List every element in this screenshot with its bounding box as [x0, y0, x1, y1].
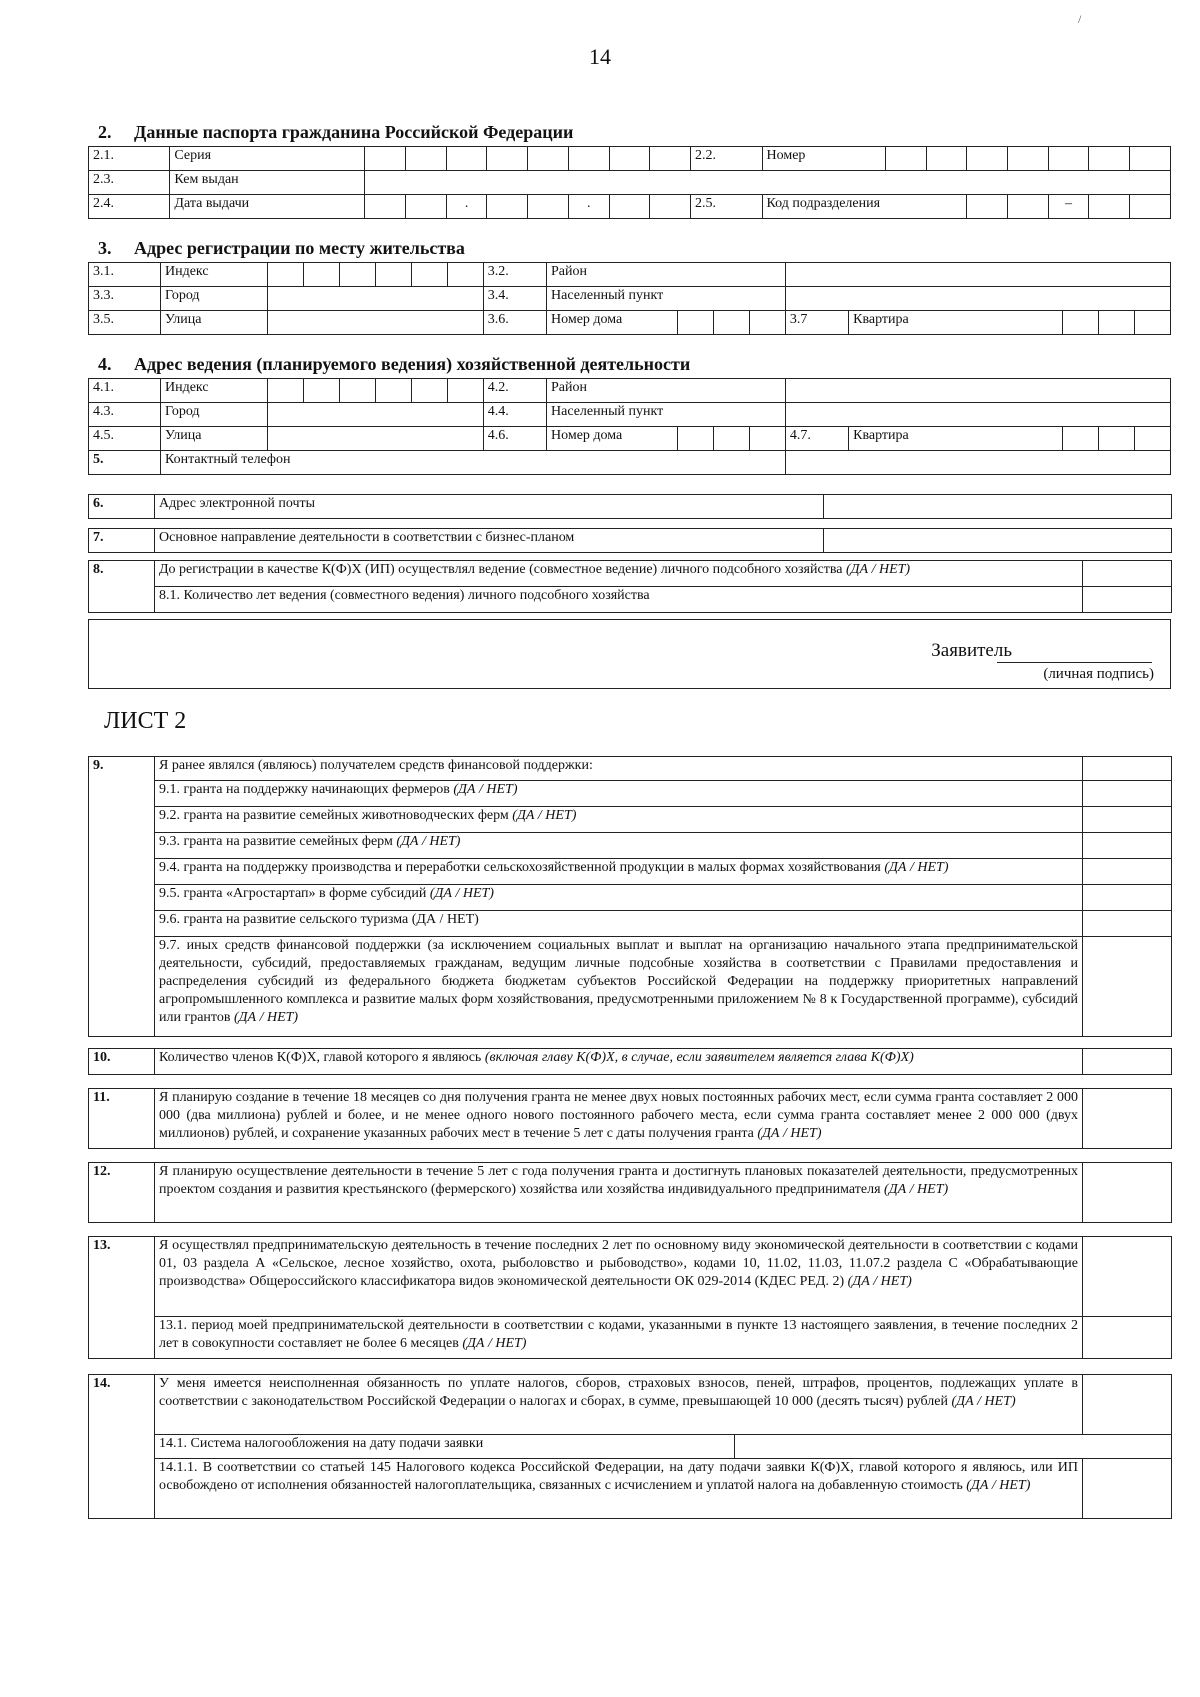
page-number: 14: [589, 44, 611, 69]
input-cell[interactable]: [568, 147, 609, 171]
input-cell[interactable]: [267, 287, 483, 311]
section-4-title: 4. Адрес ведения (планируемого ведения) хозяйственной деятельности: [98, 354, 691, 374]
field-label: Индекс: [160, 379, 267, 403]
field-label: Квартира: [849, 427, 1063, 451]
entrepreneur-table: [88, 1236, 1172, 1359]
input-cell[interactable]: [406, 147, 447, 171]
field-label: Номер дома: [547, 427, 678, 451]
support-item: 9.6. гранта на развитие сельского туризма (ДА / НЕТ): [155, 911, 1083, 937]
field-label: Кем выдан: [170, 171, 365, 195]
input-cell[interactable]: [1008, 195, 1049, 219]
tax-table: [88, 1374, 1172, 1519]
answer-cell[interactable]: [1083, 807, 1172, 833]
input-cell[interactable]: [446, 147, 487, 171]
input-cell[interactable]: [885, 147, 926, 171]
business-address-table: [88, 378, 1171, 475]
field-label: Населенный пункт: [547, 403, 786, 427]
row-num: 14.: [89, 1375, 155, 1519]
input-cell[interactable]: [1062, 311, 1098, 335]
support-intro: Я ранее являлся (являюсь) получателем средств финансовой поддержки:: [155, 757, 1083, 781]
input-cell[interactable]: [713, 311, 749, 335]
input-cell[interactable]: [267, 263, 303, 287]
field-label: Количество членов К(Ф)Х, главой которого я являюсь (включая главу К(Ф)Х, в случае, если заявителем является глава К(Ф)Х): [155, 1049, 1083, 1075]
field-label: Контактный телефон: [160, 451, 785, 475]
input-cell[interactable]: [1089, 195, 1130, 219]
input-cell[interactable]: [1130, 147, 1171, 171]
row-num: 9.: [89, 757, 155, 1037]
answer-cell[interactable]: [1083, 911, 1172, 937]
date-dot: .: [446, 195, 487, 219]
household-table: [88, 560, 1172, 613]
row-num: 2.1.: [89, 147, 170, 171]
input-cell[interactable]: [609, 195, 650, 219]
field-label: Адрес электронной почты: [155, 495, 824, 519]
activity-table: [88, 528, 1172, 553]
input-cell[interactable]: [339, 263, 375, 287]
support-table: [88, 756, 1172, 1037]
input-cell[interactable]: [411, 379, 447, 403]
row-num: 4.4.: [483, 403, 546, 427]
input-cell[interactable]: [1098, 427, 1134, 451]
row-num: 5.: [89, 451, 161, 475]
answer-cell[interactable]: [1083, 1089, 1172, 1149]
input-cell[interactable]: [375, 263, 411, 287]
answer-cell[interactable]: [1083, 1375, 1172, 1435]
answer-cell[interactable]: [1083, 587, 1172, 613]
input-cell[interactable]: [303, 379, 339, 403]
plan-table: [88, 1162, 1172, 1223]
sheet-title: ЛИСТ 2: [104, 708, 187, 734]
section-3-title: 3. Адрес регистрации по месту жительства: [98, 238, 465, 258]
input-cell[interactable]: [365, 195, 406, 219]
row-num: 2.5.: [690, 195, 762, 219]
field-label: Улица: [160, 427, 267, 451]
row-num: 3.2.: [483, 263, 546, 287]
signature-note: (личная подпись): [1043, 666, 1154, 682]
answer-cell[interactable]: [1083, 561, 1172, 587]
answer-cell[interactable]: [1083, 885, 1172, 911]
input-cell[interactable]: [749, 311, 785, 335]
scan-mark: /: [1078, 12, 1082, 26]
signature-line[interactable]: [997, 662, 1152, 663]
field-label: Номер дома: [547, 311, 678, 335]
row-num: 13.: [89, 1237, 155, 1359]
field-label: Номер: [762, 147, 885, 171]
row-num: 4.2.: [483, 379, 546, 403]
field-label: Улица: [160, 311, 267, 335]
field-label: 14.1.1. В соответствии со статьей 145 Налогового кодекса Российской Федерации, на дату подачи заявки К(Ф)Х, главой которого я являюсь, или ИП освобождено от исполнения обязанностей налогоплательщика, связанных с исчислением и уплатой налога на добавленную стоимость (ДА / НЕТ): [155, 1459, 1083, 1519]
input-cell[interactable]: [1134, 311, 1170, 335]
input-cell[interactable]: [487, 147, 528, 171]
answer-cell[interactable]: [1083, 1317, 1172, 1359]
input-cell[interactable]: [650, 147, 691, 171]
row-num: 7.: [89, 529, 155, 553]
row-num: 2.4.: [89, 195, 170, 219]
registration-address-table: [88, 262, 1171, 335]
input-cell[interactable]: [447, 379, 483, 403]
row-num: 8.: [89, 561, 155, 613]
row-num: 2.3.: [89, 171, 170, 195]
row-num: 3.6.: [483, 311, 546, 335]
support-item: 9.1. гранта на поддержку начинающих фермеров (ДА / НЕТ): [155, 781, 1083, 807]
row-num: 3.7: [785, 311, 848, 335]
support-item: 9.3. гранта на развитие семейных ферм (ДА / НЕТ): [155, 833, 1083, 859]
answer-cell[interactable]: [1083, 1049, 1172, 1075]
input-cell[interactable]: [785, 287, 1170, 311]
row-num: 12.: [89, 1163, 155, 1223]
input-cell[interactable]: [267, 403, 483, 427]
input-cell[interactable]: [406, 195, 447, 219]
row-num: 4.7.: [785, 427, 848, 451]
row-num: 4.1.: [89, 379, 161, 403]
answer-cell[interactable]: [1083, 757, 1172, 781]
field-label: Населенный пункт: [547, 287, 786, 311]
phone-input[interactable]: [785, 451, 1170, 475]
field-label: Код подразделения: [762, 195, 967, 219]
field-label: Я осуществлял предпринимательскую деятельность в течение последних 2 лет по основному виду экономической деятельности в соответствии с кодами 01, 03 раздела А «Сельское, лесное хозяйство, охота, рыболовство и рыбоводство», кодами 10, 11.02, 11.03, 11.07.2 раздела С «Обрабатывающие производства» Общероссийского классификатора видов экономической деятельности ОК 029-2014 (КДЕС РЕД. 2) (ДА / НЕТ): [155, 1237, 1083, 1317]
row-num: 3.5.: [89, 311, 161, 335]
field-label: Я планирую осуществление деятельности в течение 5 лет с года получения гранта и достигнуть плановых показателей деятельности, предусмотренных проектом создания и развития крестьянского (фермерского) хозяйства или хозяйства индивидуального предпринимателя (ДА / НЕТ): [155, 1163, 1083, 1223]
field-label: Город: [160, 287, 267, 311]
input-cell[interactable]: [528, 147, 569, 171]
input-cell[interactable]: [1062, 427, 1098, 451]
signature-label: Заявитель: [931, 640, 1012, 661]
email-input[interactable]: [824, 495, 1172, 519]
field-label: 13.1. период моей предпринимательской деятельности в соответствии с кодами, указанными в пункте 13 настоящего заявления, в течение последних 2 лет в совокупности составляет не более 6 месяцев (ДА / НЕТ): [155, 1317, 1083, 1359]
answer-cell[interactable]: [1083, 833, 1172, 859]
answer-cell[interactable]: [1083, 1163, 1172, 1223]
row-num: 10.: [89, 1049, 155, 1075]
input-cell[interactable]: [785, 403, 1170, 427]
field-label: Район: [547, 379, 786, 403]
input-cell[interactable]: [1098, 311, 1134, 335]
email-table: [88, 494, 1172, 519]
input-cell[interactable]: [609, 147, 650, 171]
support-item: 9.5. гранта «Агростартап» в форме субсидий (ДА / НЕТ): [155, 885, 1083, 911]
answer-cell[interactable]: [1083, 781, 1172, 807]
field-label: Я планирую создание в течение 18 месяцев со дня получения гранта не менее двух новых постоянных рабочих мест, если сумма гранта составляет 2 000 000 (два миллиона) рублей и более, и не менее одного нового постоянного рабочего места, если сумма гранта составляет менее 2 000 000 (двух миллионов) рублей, и сохранение указанных рабочих мест в течение 5 лет с даты получения гранта (ДА / НЕТ): [155, 1089, 1083, 1149]
answer-cell[interactable]: [1083, 937, 1172, 1037]
field-label: Индекс: [160, 263, 267, 287]
row-num: 3.4.: [483, 287, 546, 311]
field-label: Квартира: [849, 311, 1063, 335]
answer-cell[interactable]: [1083, 1459, 1172, 1519]
field-label: 8.1. Количество лет ведения (совместного ведения) личного подсобного хозяйства: [155, 587, 1083, 613]
input-cell[interactable]: [267, 311, 483, 335]
input-cell[interactable]: [1089, 147, 1130, 171]
input-cell[interactable]: [1134, 427, 1170, 451]
tax-system-input[interactable]: [735, 1435, 1172, 1459]
support-item: 9.2. гранта на развитие семейных животноводческих ферм (ДА / НЕТ): [155, 807, 1083, 833]
field-label: Город: [160, 403, 267, 427]
row-num: 3.3.: [89, 287, 161, 311]
field-label: До регистрации в качестве К(Ф)Х (ИП) осуществлял ведение (совместное ведение) личного подсобного хозяйства (ДА / НЕТ): [155, 561, 1083, 587]
input-cell[interactable]: [1130, 195, 1171, 219]
field-label: Дата выдачи: [170, 195, 365, 219]
row-num: 2.2.: [690, 147, 762, 171]
input-cell[interactable]: [677, 311, 713, 335]
row-num: 11.: [89, 1089, 155, 1149]
input-cell[interactable]: [487, 195, 528, 219]
input-cell[interactable]: [926, 147, 967, 171]
answer-cell[interactable]: [1083, 859, 1172, 885]
answer-cell[interactable]: [1083, 1237, 1172, 1317]
signature-box: [88, 619, 1171, 689]
field-label: Серия: [170, 147, 365, 171]
support-item: 9.7. иных средств финансовой поддержки (за исключением социальных выплат и выплат на организацию начального этапа предпринимательской деятельности, субсидий, предоставляемых гражданам, ведущим личные подсобные хозяйства в соответствии с Правилами предоставления и распределения субсидий из федерального бюджета бюджетам субъектов Российской Федерации на поддержку приоритетных направлений агропромышленного комплекса и развитие малых форм хозяйствования, предусмотренными приложением № 8 к Государственной программе), субсидий или грантов (ДА / НЕТ): [155, 937, 1083, 1037]
input-cell[interactable]: [411, 263, 447, 287]
input-cell[interactable]: [375, 379, 411, 403]
row-num: 4.3.: [89, 403, 161, 427]
input-cell[interactable]: [650, 195, 691, 219]
input-cell[interactable]: [339, 379, 375, 403]
row-num: 4.6.: [483, 427, 546, 451]
input-cell[interactable]: [967, 147, 1008, 171]
input-cell[interactable]: [785, 263, 1170, 287]
field-label: У меня имеется неисполненная обязанность по уплате налогов, сборов, страховых взносов, пеней, штрафов, процентов, подлежащих уплате в соответствии с законодательством Российской Федерации о налогах и сборах, в сумме, превышающей 10 000 (десять тысяч) рублей (ДА / НЕТ): [155, 1375, 1083, 1435]
code-dash: –: [1048, 195, 1089, 219]
input-cell[interactable]: [267, 379, 303, 403]
input-cell[interactable]: [528, 195, 569, 219]
row-num: 4.5.: [89, 427, 161, 451]
input-cell[interactable]: [447, 263, 483, 287]
input-cell[interactable]: [303, 263, 339, 287]
field-label: Основное направление деятельности в соответствии с бизнес-планом: [155, 529, 824, 553]
input-cell[interactable]: [713, 427, 749, 451]
input-cell[interactable]: [785, 379, 1170, 403]
date-dot: .: [568, 195, 609, 219]
row-num: 6.: [89, 495, 155, 519]
field-label: 14.1. Система налогообложения на дату подачи заявки: [155, 1435, 735, 1459]
input-cell[interactable]: [677, 427, 713, 451]
field-label: Район: [547, 263, 786, 287]
section-2-title: 2. Данные паспорта гражданина Российской Федерации: [98, 122, 574, 142]
members-table: [88, 1048, 1172, 1075]
input-cell[interactable]: [365, 171, 1171, 195]
passport-table: [88, 146, 1171, 219]
jobs-table: [88, 1088, 1172, 1149]
support-item: 9.4. гранта на поддержку производства и переработки сельскохозяйственной продукции в малых формах хозяйствования (ДА / НЕТ): [155, 859, 1083, 885]
input-cell[interactable]: [365, 147, 406, 171]
input-cell[interactable]: [967, 195, 1008, 219]
input-cell[interactable]: [267, 427, 483, 451]
row-num: 3.1.: [89, 263, 161, 287]
input-cell[interactable]: [1008, 147, 1049, 171]
input-cell[interactable]: [749, 427, 785, 451]
activity-input[interactable]: [824, 529, 1172, 553]
input-cell[interactable]: [1048, 147, 1089, 171]
